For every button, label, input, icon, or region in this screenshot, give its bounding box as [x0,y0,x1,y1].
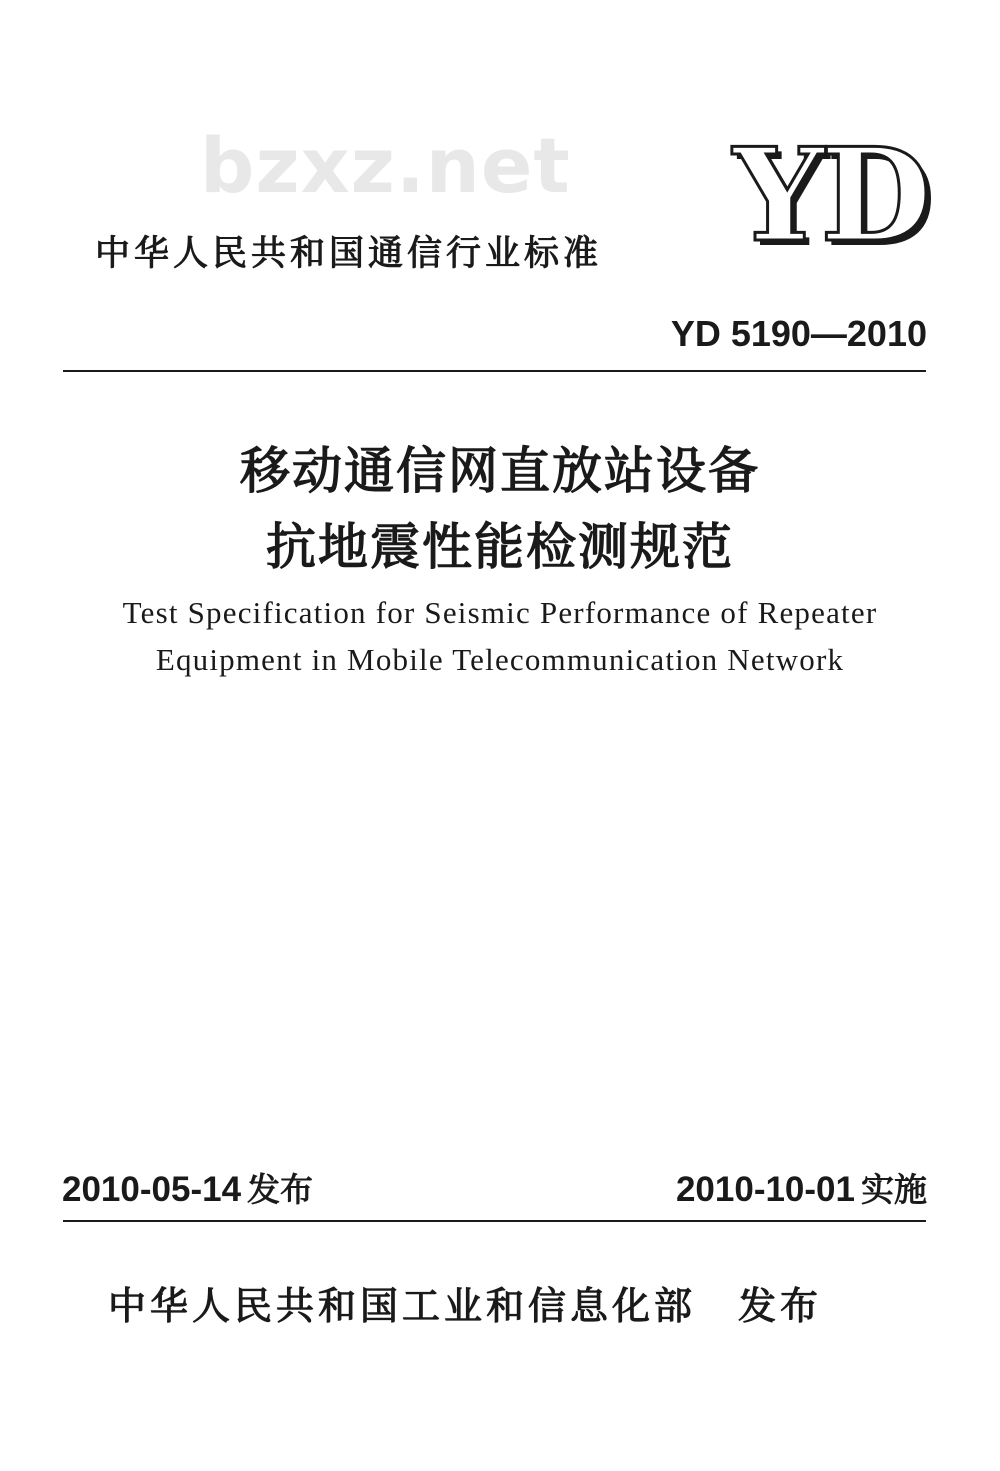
yd-logo: YD [733,121,928,271]
publisher-action: 发布 [738,1284,823,1328]
standard-number: YD 5190—2010 [670,313,927,354]
industry-standard-label: 中华人民共和国通信行业标准 [95,234,603,274]
publisher-name: 中华人民共和国工业和信息化部 [108,1284,697,1328]
implement-label: 实施 [861,1170,927,1209]
issue-label: 发布 [247,1170,314,1209]
issue-date-block [62,1172,313,1207]
issue-date: 2010-05-14 [62,1170,242,1209]
watermark: bzxz.net [200,121,571,210]
title-en-line1: Test Specification for Seismic Performance of Repeater [122,595,878,630]
top-divider [63,370,926,372]
title-cn-line2: 抗地震性能检测规范 [266,517,734,576]
bottom-divider [63,1220,926,1222]
title-cn-line1: 移动通信网直放站设备 [240,441,760,500]
title-en-line2: Equipment in Mobile Telecommunication Network [155,642,845,677]
implement-date-block [676,1172,927,1207]
implement-date: 2010-10-01 [675,1170,855,1209]
publisher-line [108,1284,823,1328]
